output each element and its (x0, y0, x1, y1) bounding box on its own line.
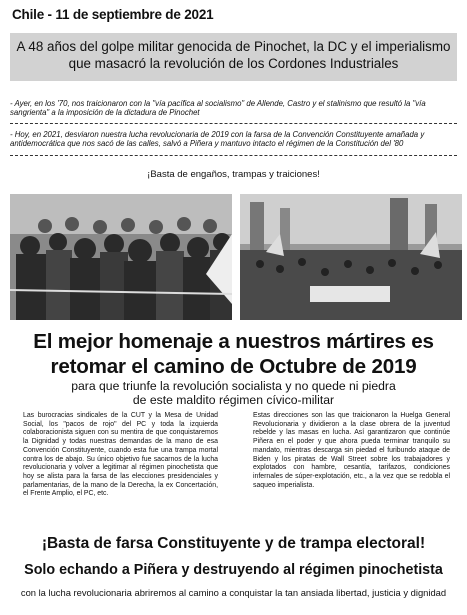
body-column-right: Estas direcciones son las que traicionaron la Huelga General Revolucionaria y dividieron a la clase obrera de la juventud rebelde y las masas en lucha. Así garantizaron que continúe Piñera en el poder y que ahora pueda terminar tranquilo su mandato, mientras descarga sin piedad el furibundo ataque de Biden y los piratas de Wall Street sobre los trabajadores y explotados con hambre, cesantía, tarifazos, condiciones infernales de súper-explotación, etc., a la vez que se redobla el saqueo imperialista. (253, 412, 450, 489)
dashed-divider (10, 155, 457, 156)
subheadline-line-2: de este maldito régimen cívico-militar (132, 393, 335, 407)
footer-line: con la lucha revolucionaria abriremos al camino a conquistar la tan ansiada libertad, justicia y dignidad (20, 587, 447, 598)
street-demonstration-photo (240, 194, 462, 320)
date-line: Chile - 11 de septiembre de 2021 (12, 7, 214, 22)
bullet-ayer: - Ayer, en los '70, nos traicionaron con la "vía pacífica al socialismo" de Allende, Castro y el stalinismo que resultó la "vía sangrienta" a la imposición de la dictadura de Pinochet (10, 99, 426, 118)
headline-line-2: retomar el camino de Octubre de 2019 (50, 355, 417, 378)
body-column-left: Las burocracias sindicales de la CUT y la Mesa de Unidad Social, los "pacos de rojo" del PC y toda la izquierda colaboracionista siguen con su mentira de que conquistaremos la Dignidad y todas nuestras demandas de la mano de esa Convención Constituyente, cuando esta fue una trampa mortal contra los de abajo. Su único objetivo fue sacarnos de la lucha revolucionaria y volver a legitimar al régimen pinochetista que hoy se alista para la farsa de las elecciones presidenciales y parlamentarias, de la mano de la Derecha, la ex Concertación, el Frente Amplio, el PC, etc. (23, 412, 218, 498)
banner-line-2: que masacró la revolución de los Cordones Industriales (68, 56, 399, 71)
crowd-workers-photo (10, 194, 232, 320)
subheadline-line-1: para que triunfe la revolución socialista y no quede ni piedra (71, 379, 396, 393)
headline-line-1: El mejor homenaje a nuestros mártires es (33, 330, 434, 353)
banner (10, 33, 457, 81)
banner-line-1: A 48 años del golpe militar genocida de Pinochet, la DC y el imperialismo (16, 39, 451, 54)
basta-line: ¡Basta de engaños, trampas y traiciones! (147, 169, 320, 180)
bullet-hoy: - Hoy, en 2021, desviaron nuestra lucha revolucionaria de 2019 con la farsa de la Convención Constituyente amañada y antidemocrática que nos sacó de las calles, salvó a Piñera y mantuvo intacto el régimen de la Constitución del '80 (10, 130, 425, 149)
slogan-farsa: ¡Basta de farsa Constituyente y de trampa electoral! (41, 535, 426, 552)
dashed-divider (10, 123, 457, 124)
slogan-pinera: Solo echando a Piñera y destruyendo al régimen pinochetista (24, 562, 443, 578)
subheadline (0, 379, 467, 407)
